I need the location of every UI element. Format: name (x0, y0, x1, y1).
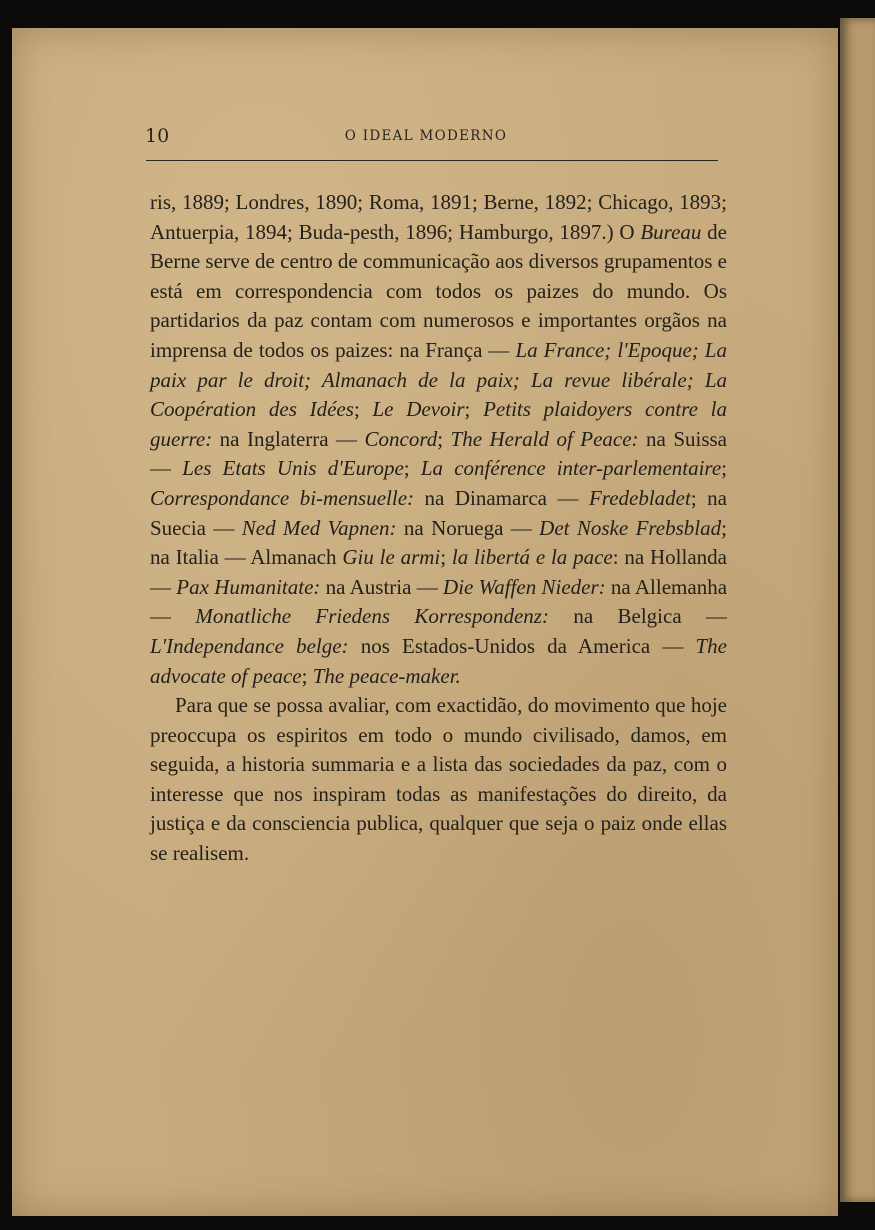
italic-title: Le Devoir (372, 397, 465, 422)
text-run: na Belgica — (548, 604, 728, 629)
text-run: na Dinamarca — (414, 485, 589, 510)
italic-title: La France; l'Epoque; La paix par le droit; Almanach de la paix; La revue libérale; La Coopération des Idées (150, 337, 727, 422)
italic-title: The Herald of Peace: (450, 426, 639, 451)
italic-title: Giu le armi (342, 545, 441, 570)
text-run: ; (440, 545, 452, 570)
text-run: ; na Suecia — (150, 485, 728, 540)
italic-title: L'Independance belge: (150, 633, 349, 658)
italic-title: The peace-maker. (312, 663, 461, 688)
italic-title: The advocate of peace (150, 633, 727, 688)
italic-title: Fredebladet (588, 485, 691, 510)
page-header (136, 125, 716, 153)
text-run: na Austria — (320, 574, 444, 599)
italic-title: Les Etats Unis d'Europe (182, 456, 404, 481)
text-run: ; (464, 397, 484, 422)
italic-title: Die Waffen Nieder: (443, 574, 606, 599)
text-run: ; (403, 456, 421, 481)
page-number: 10 (145, 125, 170, 147)
paragraph-conclusion: Para que se possa avaliar, com exactidão, do movimento que hoje preoccupa os espiritos em todo o mundo civilisado, damos, em seguida, a historia summaria e a lista das sociedades da paz, com o interesse que nos inspiram todas as manifestações do direito, da justiça e da consciencia publica, qualquer que seja o paiz onde ellas se realisem. (150, 693, 727, 866)
text-run: ; na Italia — Almanach (150, 515, 727, 570)
text-run: ; (353, 397, 373, 422)
italic-title: La conférence inter-parlementaire (420, 456, 722, 481)
italic-title: Monatliche Friedens Korrespondenz: (195, 604, 549, 629)
italic-title: Pax Humanitate: (176, 574, 321, 599)
text-run: na Noruega — (396, 515, 540, 540)
italic-title: Petits plaidoyers contre la guerre: (150, 397, 727, 451)
text-run: ; (301, 663, 313, 688)
text-run: de Berne serve de centro de communicação aos diversos grupamentos e está em correspondencia com todos os paizes do mundo. Os partidarios da paz contam com numerosos e importantes orgãos na imprensa de todos os paizes: na França — (150, 219, 727, 362)
text-run: ; (721, 456, 727, 481)
running-title: O IDEAL MODERNO (344, 128, 508, 144)
italic-title: Correspondance bi-mensuelle: (150, 485, 415, 510)
header-rule (146, 160, 718, 161)
italic-title: Bureau (640, 219, 702, 244)
body-text (150, 188, 727, 869)
paragraph-periodicals (150, 188, 727, 691)
text-run: ; (437, 426, 451, 451)
text-run: ris, 1889; Londres, 1890; Roma, 1891; Berne, 1892; Chicago, 1893; Antuerpia, 1894; Buda-pesth, 1896; Hamburgo, 1897.) O (150, 190, 727, 244)
text-run: nos Estados-Unidos da America — (348, 633, 696, 658)
italic-title: Ned Med Vapnen: (241, 515, 397, 540)
adjacent-page-edge (840, 18, 875, 1202)
text-run: na Suissa — (150, 426, 727, 481)
italic-title: Det Noske Frebsblad (539, 515, 722, 540)
text-run: : na Hollanda — (150, 545, 727, 599)
text-run: na Allemanha — (150, 574, 728, 629)
italic-title: Concord (364, 426, 438, 451)
italic-title: la libertá e la pace (451, 545, 613, 570)
text-run: na Inglaterra — (212, 426, 365, 451)
